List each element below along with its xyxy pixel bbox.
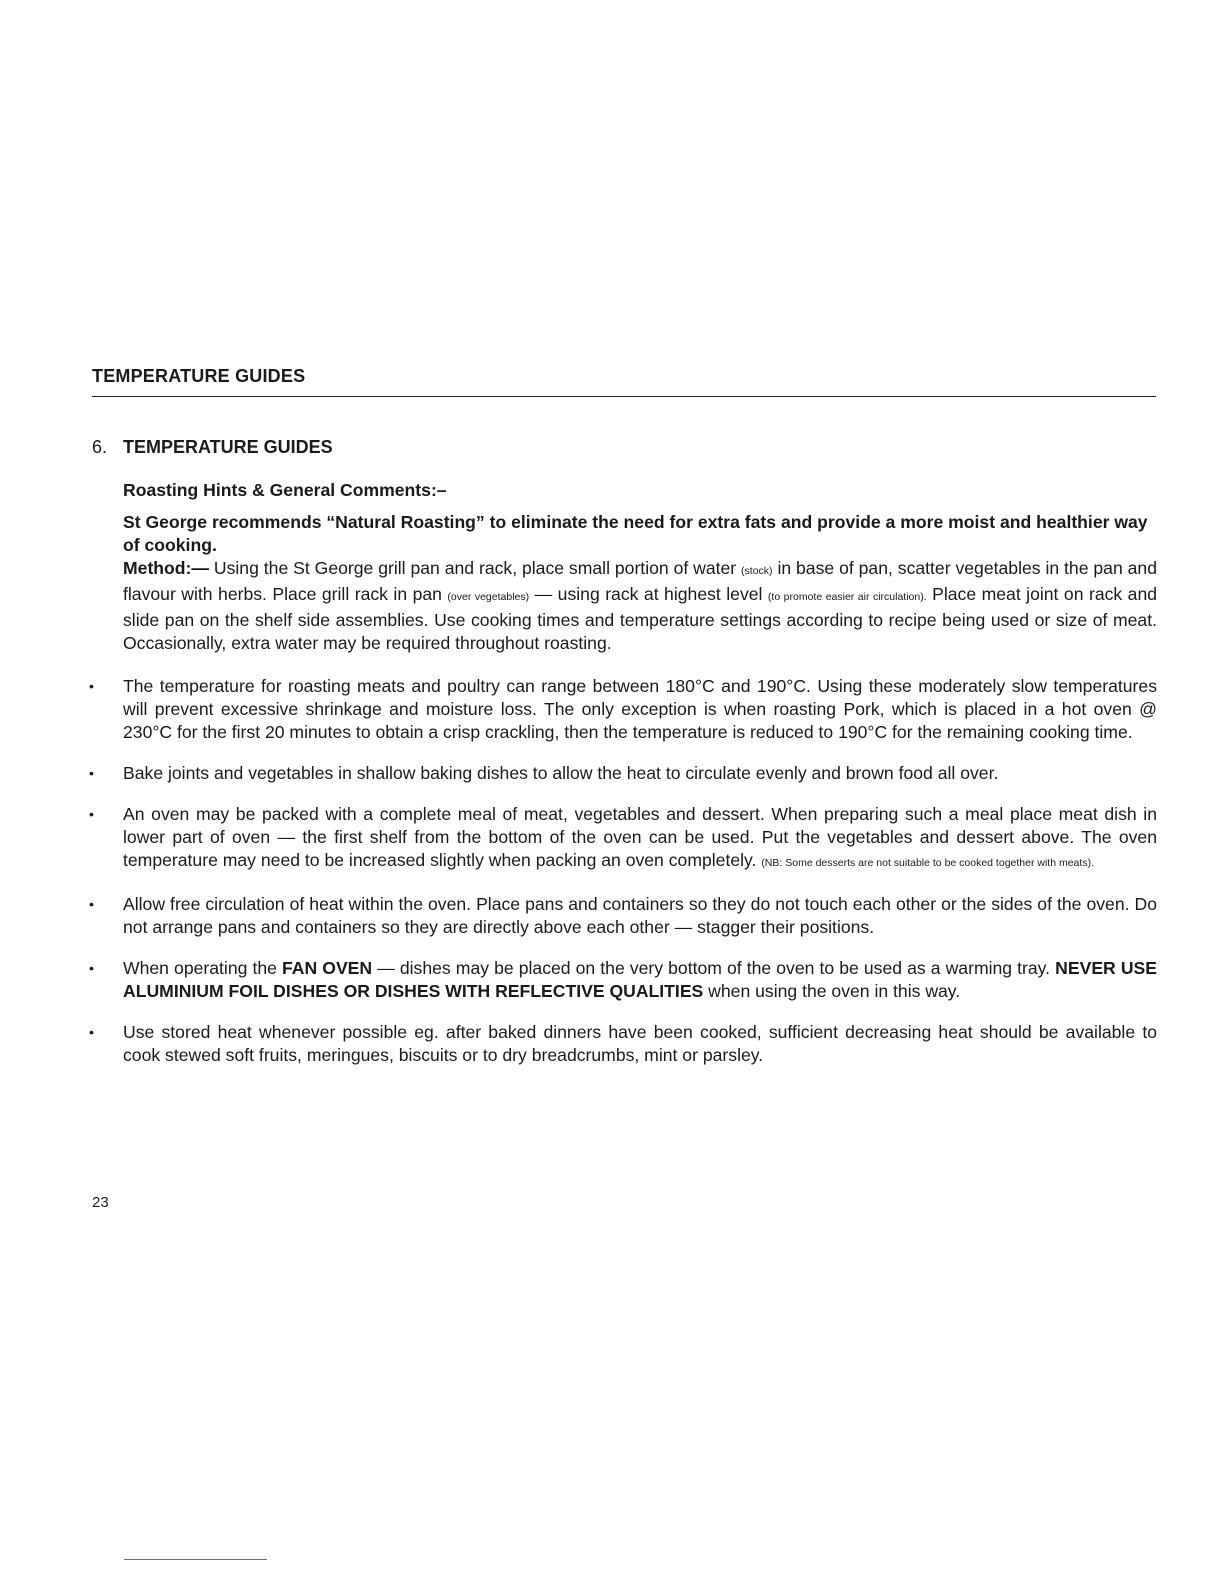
bullet-marker: • <box>89 1024 94 1040</box>
section-number: 6. <box>92 437 108 457</box>
method-text-2: in base of pan, scatter vegetables in the pan and flavour with herbs. Place grill rack in pan <box>123 558 1157 604</box>
method-paragraph <box>123 557 1157 655</box>
bullet-marker: • <box>89 678 94 694</box>
roasting-lead: St George recommends “Natural Roasting” to eliminate the need for extra fats and provide a more moist and healthier way of cooking. <box>123 512 1148 555</box>
bullet-text: An oven may be packed with a complete meal of meat, vegetables and dessert. When preparing such a meal place meat dish in lower part of oven — the first shelf from the bottom of the oven can be used. Put the vegetables and dessert above. The oven temperature may need to be increased slightly when packing an oven completely. <box>123 804 1157 870</box>
list-item <box>89 1021 1157 1067</box>
bullet-text: — dishes may be placed on the very bottom of the oven to be used as a warming tray. <box>372 958 1056 978</box>
bullet-text: when using the oven in this way. <box>703 981 961 1001</box>
bullet-text: The temperature for roasting meats and poultry can range between 180°C and 190°C. Using these moderately slow temperatures will prevent excessive shrinkage and moisture loss. The only exception is when roasting Pork, which is placed in a hot oven @ 230°C for the first 20 minutes to obtain a crisp crackling, then the temperature is reduced to 190°C for the remaining cooking time. <box>123 676 1157 742</box>
list-item <box>89 957 1158 1003</box>
method-note-stock: (stock) <box>741 565 773 577</box>
list-item <box>89 893 1157 939</box>
main-content <box>89 479 1158 1085</box>
method-text-4: Place meat joint on rack and slide pan on the shelf side assemblies. Use cooking times and temperature settings according to recipe being used or size of meat. Occasionally, extra water may be required throughout roasting. <box>123 584 1158 653</box>
hints-list <box>89 675 1158 1067</box>
warning-text: NEVER USE ALUMINIUM FOIL DISHES OR DISHES WITH REFLECTIVE QUALITIES <box>123 958 1158 1001</box>
bullet-marker: • <box>89 896 94 912</box>
page-header-title: TEMPERATURE GUIDES <box>92 366 306 386</box>
list-item <box>89 675 1157 744</box>
list-item <box>89 803 1157 875</box>
method-note-vegetables: (over vegetables) <box>447 591 530 603</box>
header-divider <box>92 396 1156 397</box>
method-text-1: Using the St George grill pan and rack, place small portion of water <box>209 558 742 578</box>
bullet-text: Bake joints and vegetables in shallow baking dishes to allow the heat to circulate evenly and brown food all over. <box>123 763 999 783</box>
bullet-note: (NB: Some desserts are not suitable to be cooked together with meats). <box>761 857 1094 869</box>
bullet-marker: • <box>89 765 94 781</box>
list-item <box>89 762 1157 785</box>
roasting-subheading: Roasting Hints & General Comments:– <box>123 480 447 500</box>
fan-oven-label: FAN OVEN <box>282 958 373 978</box>
section-title: TEMPERATURE GUIDES <box>123 437 333 457</box>
bullet-text: Use stored heat whenever possible eg. after baked dinners have been cooked, sufficient decreasing heat should be available to cook stewed soft fruits, meringues, biscuits or to dry breadcrumbs, mint or parsley. <box>123 1022 1157 1065</box>
method-label: Method:— <box>123 558 209 578</box>
method-text-3: — using rack at highest level <box>529 584 768 604</box>
method-note-circulation: (to promote easier air circulation). <box>767 591 927 603</box>
bullet-text: Allow free circulation of heat within the oven. Place pans and containers so they do not touch each other or the sides of the oven. Do not arrange pans and containers so they are directly above each other — stagger their positions. <box>123 894 1157 937</box>
footer-divider <box>124 1559 267 1560</box>
bullet-marker: • <box>89 960 94 976</box>
bullet-text: When operating the <box>123 958 282 978</box>
page-number: 23 <box>92 1194 109 1211</box>
bullet-marker: • <box>89 806 94 822</box>
section-heading <box>92 437 333 458</box>
